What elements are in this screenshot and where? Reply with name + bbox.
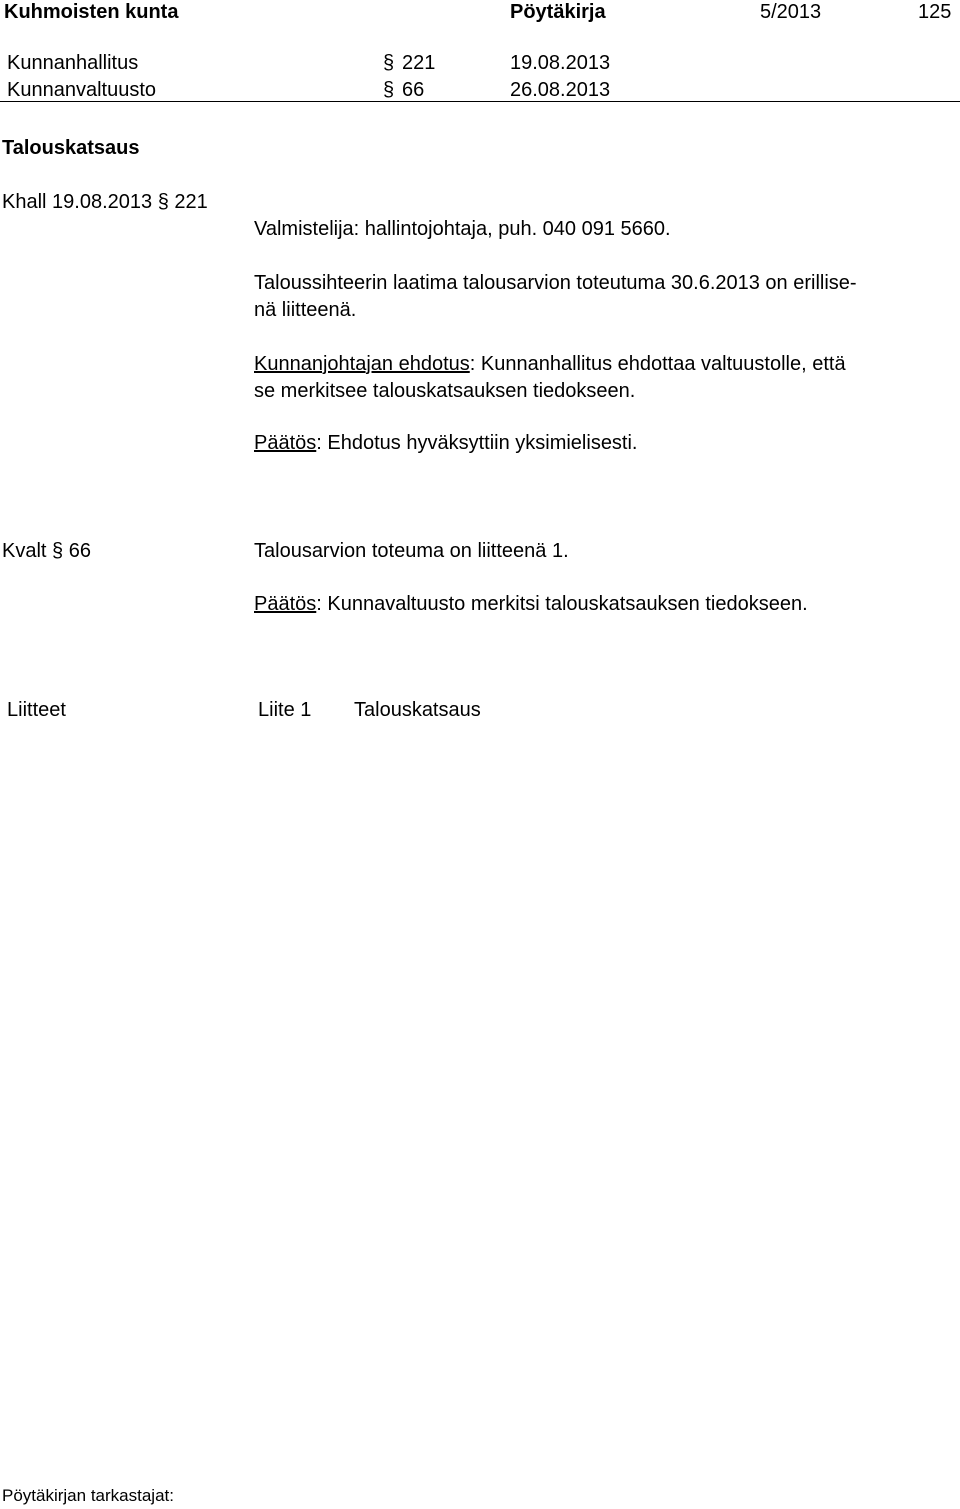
body-date: 19.08.2013 <box>510 52 611 74</box>
section-sign: § <box>157 191 169 213</box>
decision-line <box>254 430 638 456</box>
page-number: 125 <box>918 1 952 23</box>
decision-label: Päätös <box>254 593 317 615</box>
body-name: Kunnanhallitus <box>7 52 139 74</box>
kvalt-text: Talousarvion toteuma on liitteenä 1. <box>254 540 569 562</box>
body-section: 66 <box>402 79 425 101</box>
issue-number: 5/2013 <box>760 1 822 23</box>
municipality-name: Kuhmoisten kunta <box>4 1 179 23</box>
decision-text: Ehdotus hyväksyttiin yksimielisesti. <box>321 432 638 454</box>
body-section: 221 <box>402 52 436 74</box>
proposal-label: Kunnanjohtajan ehdotus <box>254 353 470 375</box>
reviewers-label: Pöytäkirjan tarkastajat: <box>2 1486 174 1505</box>
section-sign: § <box>383 52 395 74</box>
section-sign: § <box>52 540 64 562</box>
item-title: Talouskatsaus <box>2 137 140 159</box>
proposal-line <box>254 351 846 377</box>
kvalt-label-prefix: Kvalt <box>2 540 47 562</box>
attachment-number: Liite 1 <box>258 699 312 721</box>
proposal-text: Kunnanhallitus ehdottaa valtuustolle, että <box>475 353 846 375</box>
header-divider <box>0 101 960 102</box>
paragraph-line: nä liitteenä. <box>254 299 357 321</box>
preparer-line: Valmistelija: hallintojohtaja, puh. 040 091 5660. <box>254 218 671 240</box>
khall-label <box>2 189 208 215</box>
proposal-separator: : <box>469 353 476 375</box>
kvalt-label-section: 66 <box>68 540 91 562</box>
decision-text: Kunnavaltuusto merkitsi talouskatsauksen tiedokseen. <box>321 593 808 615</box>
body-date: 26.08.2013 <box>510 79 611 101</box>
attachments-label: Liitteet <box>7 699 66 721</box>
section-sign: § <box>383 79 395 101</box>
decision-line <box>254 591 808 617</box>
kvalt-label <box>2 538 91 564</box>
document-type: Pöytäkirja <box>510 1 606 23</box>
decision-label: Päätös <box>254 432 317 454</box>
proposal-line: se merkitsee talouskatsauksen tiedokseen. <box>254 380 636 402</box>
khall-label-prefix: Khall 19.08.2013 <box>2 191 153 213</box>
khall-label-section: 221 <box>174 191 208 213</box>
decision-separator: : <box>316 593 322 615</box>
body-name: Kunnanvaltuusto <box>7 79 157 101</box>
attachment-title: Talouskatsaus <box>354 699 481 721</box>
paragraph-line: Taloussihteerin laatima talousarvion toteutuma 30.6.2013 on erillise- <box>254 272 857 294</box>
decision-separator: : <box>316 432 322 454</box>
